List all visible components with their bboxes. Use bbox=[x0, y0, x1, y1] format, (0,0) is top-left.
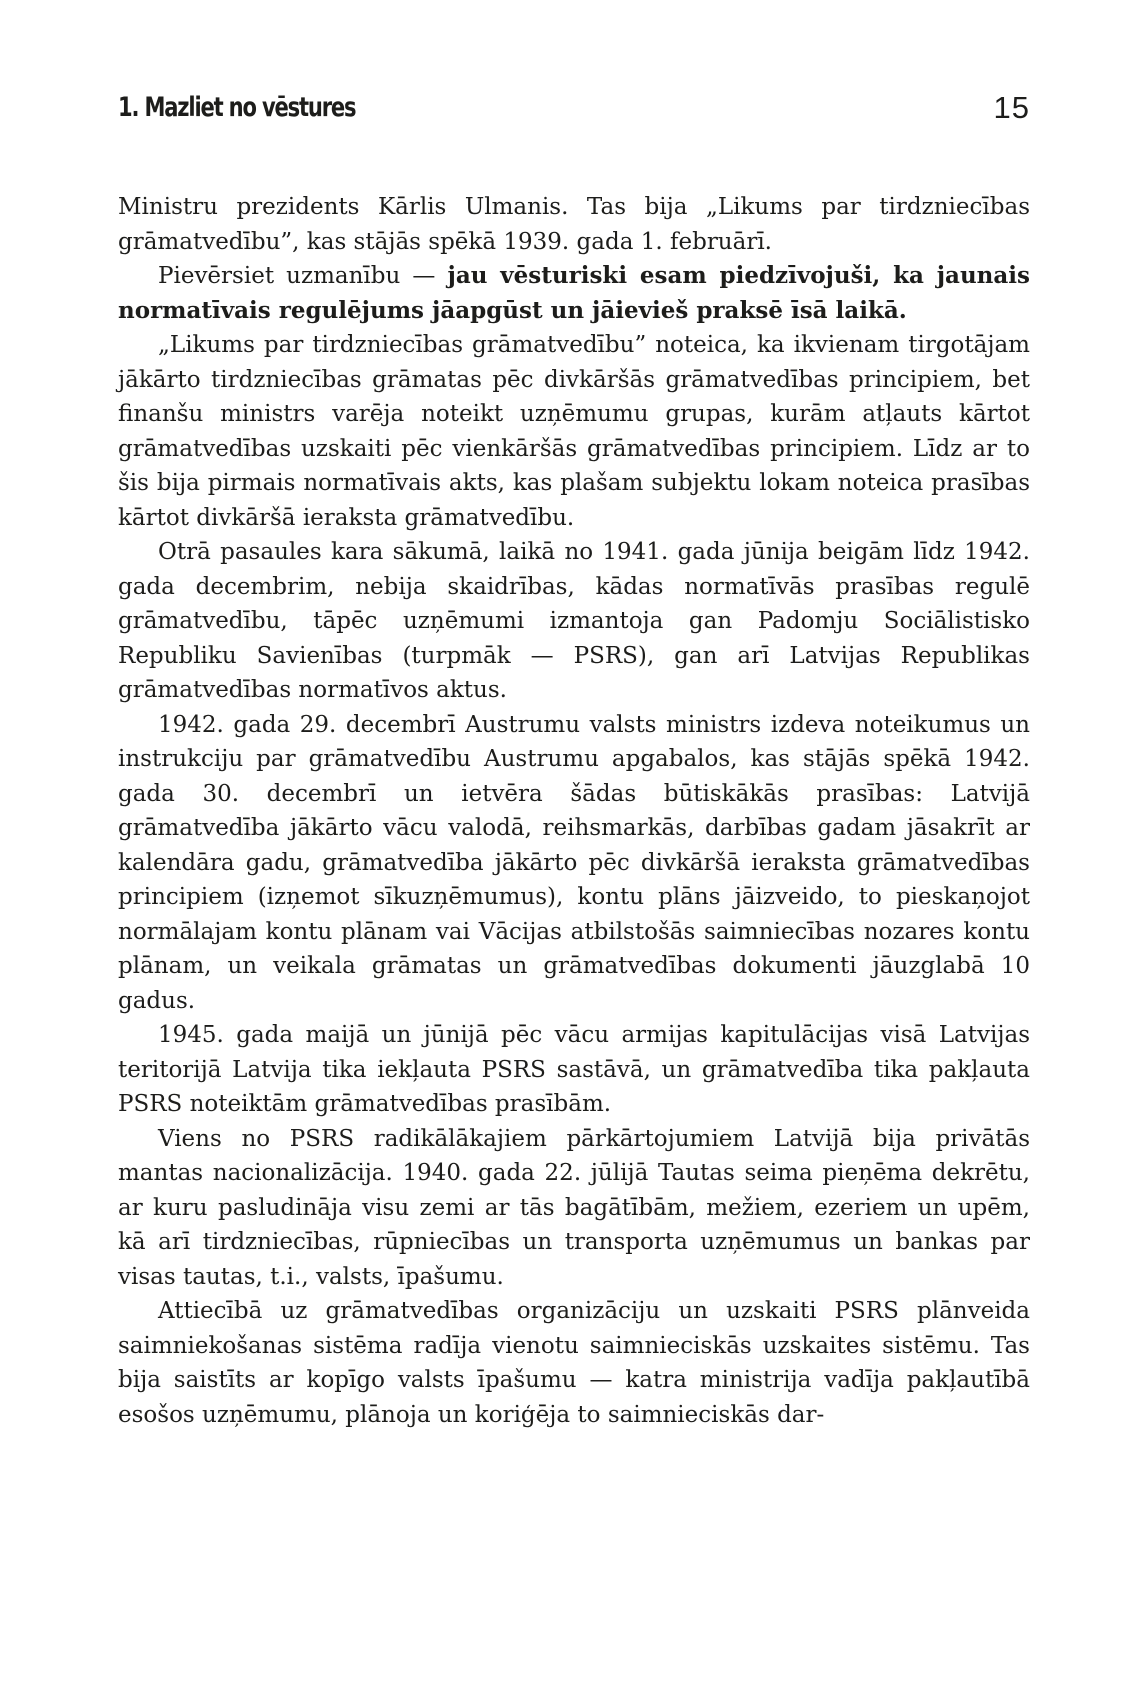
paragraph-1942-regulations: 1942. gada 29. decembrī Austrumu valsts ministrs izdeva noteikumus un instrukciju par grāmatvedību Austrumu apgabalos, kas stājās spēkā 1942. gada 30. decembrī un ietvēra šādas būtiskākās prasības: Latvijā grāmatvedība jākārto vācu valodā, reihsmarkās, darbības gadam jāsakrīt ar kalendāra gadu, grāmatvedība jākārto pēc divkāršā ieraksta grāmatvedības principiem (izņemot sīkuzņēmumus), kontu plāns jāizveido, to pieskaņojot normālajam kontu plānam vai Vācijas atbilstošās saimniecības nozares kontu plānam, un veikala grāmatas un grāmatvedības dokumenti jāuzglabā 10 gadus. bbox=[118, 711, 1030, 1014]
paragraph-emphasis bbox=[118, 259, 1030, 328]
paragraph-accounting-law: „Likums par tirdzniecības grāmatvedību” noteica, ka ikvienam tirgotājam jākārto tirdzniecības grāmatas pēc divkāršās grāmatvedības principiem, bet finanšu ministrs varēja noteikt uzņēmumu grupas, kurām atļauts kārtot grāmatvedības uzskaiti pēc vienkāršās grāmatvedības principiem. Līdz ar to šis bija pirmais normatīvais akts, kas plašam subjektu lokam noteica prasības kārtot divkāršā ieraksta grāmatvedību. bbox=[118, 332, 1030, 531]
paragraph-continuation: Ministru prezidents Kārlis Ulmanis. Tas bija „Likums par tirdzniecības grāmatvedību”, kas stājās spēkā 1939. gada 1. februārī. bbox=[118, 194, 1030, 255]
emphasis-bold-text: jau vēsturiski esam piedzīvojuši, ka jaunais normatīvais regulējums jāapgūst un jāievieš praksē īsā laikā. bbox=[118, 262, 1030, 324]
paragraph-world-war-two: Otrā pasaules kara sākumā, laikā no 1941. gada jūnija beigām līdz 1942. gada decembrim, nebija skaidrības, kādas normatīvās prasības regulē grāmatvedību, tāpēc uzņēmumi izmantoja gan Padomju Sociālistisko Republiku Savienības (turpmāk — PSRS), gan arī Latvijas Republikas grāmatvedības normatīvos aktus. bbox=[118, 539, 1030, 703]
body-text bbox=[118, 190, 1030, 1432]
page-number: 15 bbox=[993, 90, 1030, 125]
paragraph-planned-economy: Attiecībā uz grāmatvedības organizāciju un uzskaiti PSRS plānveida saimniekošanas sistēma radīja vienotu saimnieciskās uzskaites sistēmu. Tas bija saistīts ar kopīgo valsts īpašumu — katra ministrija vadīja pakļautībā esošos uzņēmumu, plānoja un koriģēja to saimnieciskās dar- bbox=[118, 1298, 1030, 1428]
emphasis-lead-text: Pievērsiet uzmanību — bbox=[158, 263, 448, 289]
chapter-title: 1. Mazliet no vēstures bbox=[118, 92, 356, 123]
paragraph-nationalization: Viens no PSRS radikālākajiem pārkārtojumiem Latvijā bija privātās mantas nacionalizācija. 1940. gada 22. jūlijā Tautas seima pieņēma dekrētu, ar kuru pasludināja visu zemi ar tās bagātībām, mežiem, ezeriem un upēm, kā arī tirdzniecības, rūpniecības un transporta uzņēmumus un bankas par visas tautas, t.i., valsts, īpašumu. bbox=[118, 1125, 1030, 1290]
paragraph-1945-ussr: 1945. gada maijā un jūnijā pēc vācu armijas kapitulācijas visā Latvijas teritorijā Latvija tika iekļauta PSRS sastāvā, un grāmatvedība tika pakļauta PSRS noteiktām grāmatvedības prasībām. bbox=[118, 1022, 1030, 1117]
running-header bbox=[118, 90, 1030, 134]
